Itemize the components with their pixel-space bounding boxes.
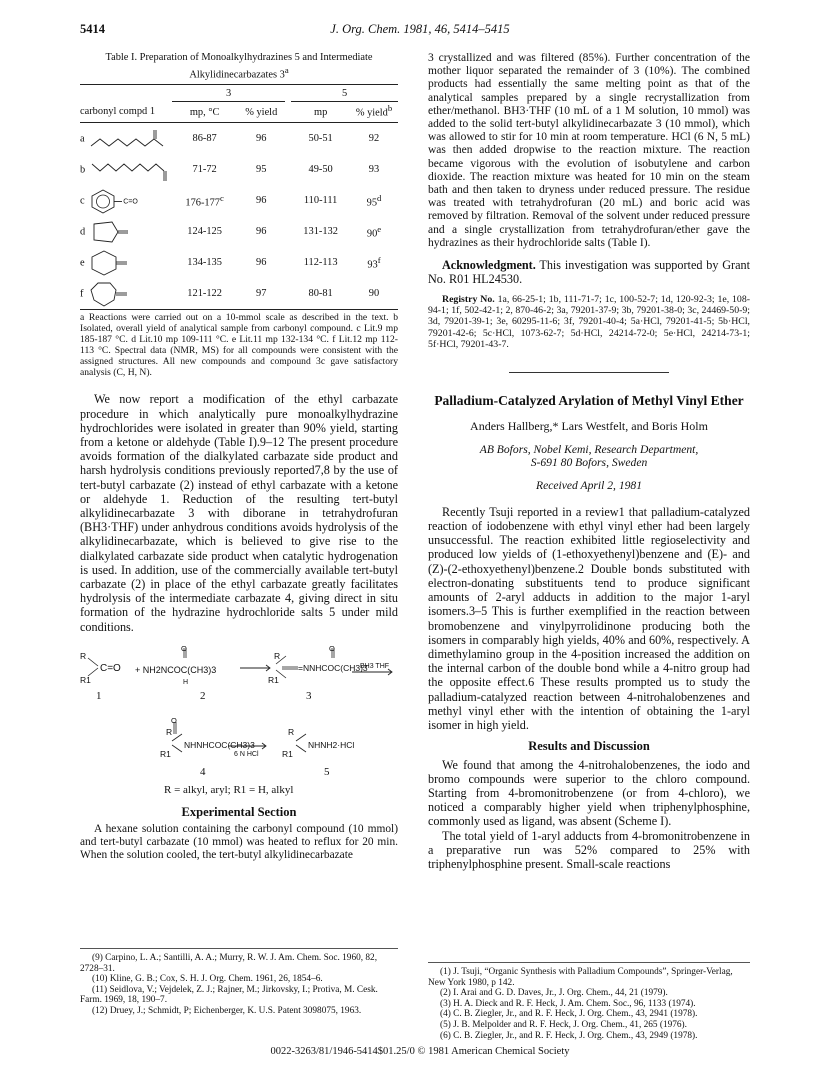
structure-f-icon — [86, 280, 136, 308]
table-footnotes: a Reactions were carried out on a 10-mmol scale as described in the text. b Isolated, overall yield of analytical sample from carbonyl compound. c Lit.9 mp 185-187 °C. d Lit.10 mp 109-111 °C. e Lit.11 mp 132-134 °C. f Lit.12 mp 112-113 °C. Spectral data (NMR, MS) for all compounds were consistent with the assigned structures. All new compounds and compound 3c gave satisfactory analysis (C, H, N). — [80, 312, 398, 379]
table-row: a 86-87 96 50-51 92 — [80, 123, 398, 155]
article-title: Palladium-Catalyzed Arylation of Methyl Vinyl Ether — [434, 393, 744, 409]
experimental-heading: Experimental Section — [181, 804, 297, 819]
intro-paragraph: We now report a modification of the ethyl carbazate procedure in which analytically pure monoalkylhydrazine hydrochlorides were isolated in greater than 90% yield, starting from a ketone or aldehyde (Table I).9–12 The present procedure avoids formation of the dialkylated carbazate side product and harsh hydrolysis conditions previously reported7,8 by the use of tert-butyl carbazate (2) instead of ethyl carbazate with a ketone or aldehyde 1. Reduction of the resulting tert-butyl alkylidinecarbazate 3 with diborane in tetrahydrofuran (BH3·THF) under anhydrous conditions avoids hydrolysis of the alkylidinecarbazate, which is believed to give rise to the dialkylated carbazate side product when catalytic hydrogenation is used. In addition, use of the commercially available tert-butyl carbazate (2) in place of the ethyl carbazate greatly facilitates hydrolysis of the intermediate carbazate 4, giving direct in situ formation of the hydrazine hydrochloride salts 5 under mild conditions. — [80, 392, 398, 634]
left-column — [80, 52, 398, 862]
running-header — [80, 22, 760, 40]
group-header-5: 5 — [291, 85, 398, 101]
article-affiliation: AB Bofors, Nobel Kemi, Research Department, S-691 80 Bofors, Sweden — [479, 443, 699, 470]
col-yield5: % yield$^b$ — [355, 102, 393, 119]
structure-e-icon — [87, 249, 137, 277]
right-column — [428, 52, 750, 871]
article-paragraph-1: Recently Tsuji reported in a review1 that palladium-catalyzed reaction of iodobenzene with ethyl vinyl ether had been largely unsuccessful. The reaction exhibited little regioselectivity and produced low yields of (1-ethoxyethenyl)benzene and (E)- and (Z)-(2-ethoxyethenyl)benzene.2 Double bonds substituted with electron-donating substituents tend to produce significant amounts of 2-aryl adducts in addition to the major 1-aryl isomers.3–5 This is further exemplified in the reaction between bromobenzene and vinylpyrrolidinone producing both the isomers in comparably high yields, 40% and 60%, respectively. A dimethylamino group in the 4-position increased the addition on the internal carbon of the double bond while a 4-nitro group had the opposite effect.6 These results prompted us to study the palladium-catalyzed reaction between 4-nitrohalobenzenes and methyl vinyl ether with the intention of obtaining the 1-aryl isomer in high yield. — [428, 504, 750, 732]
results-heading: Results and Discussion — [528, 739, 650, 754]
structure-b-icon — [88, 156, 172, 184]
structure-a-icon — [87, 126, 167, 152]
structure-c-icon — [87, 188, 123, 214]
table-1 — [80, 84, 398, 310]
table-row: e 134-135 96 112-113 93$^f$ — [80, 247, 398, 278]
structure-d-icon — [88, 219, 138, 245]
col-mp3: mp, °C — [189, 106, 220, 118]
registry-numbers: Registry No. 1a, 66-25-1; 1b, 111-71-7; 1c, 100-52-7; 1d, 120-92-3; 1e, 108-94-1; 1f, 502-42-1; 2, 870-46-2; 3a, 79201-37-9; 3b, 79201-38-0; 3c, 24469-50-9; 3d, 79201-39-1; 3e, 60295-11-6; 3f, 79201-40-4; 5a·HCl, 79201-41-5; 5b·HCl, 79201-42-6; 5c·HCl, 1073-62-7; 5d·HCl, 24214-72-0; 5e·HCl, 24214-73-1; 5f·HCl, 79201-43-7. — [428, 294, 750, 350]
table-row: d 124-125 96 131-132 90e — [80, 216, 398, 247]
article-paragraph-3: The total yield of 1-aryl adducts from 4-bromonitrobenzene in a preparative run was 52% compared to 25% with triphenylphosphine present. Small-scale reactions — [428, 828, 750, 871]
article-divider — [509, 372, 669, 373]
journal-citation: J. Org. Chem. 1981, 46, 5414–5415 — [330, 22, 510, 36]
col-mp5: mp — [313, 106, 328, 118]
article-authors: Anders Hallberg,* Lars Westfelt, and Boris Holm — [470, 419, 708, 434]
col-compd: carbonyl compd 1 — [80, 105, 156, 117]
group-header-3: 3 — [172, 85, 285, 101]
table-caption: Table I. Preparation of Monoalkylhydrazines 5 and Intermediate Alkylidinecarbazates 3$^a$ — [105, 52, 373, 81]
reaction-scheme: R R1 C=O O + NH2NCOC(CH3)3 H R R1 O =NNHCOC(CH3)3 BH3 THF 1 2 3 O R R1 NHNHCOC(CH3)3 6 N HCl R R1 NHNH2·HCl 4 5 R = alkyl, aryl; R1 = H, alkyl — [80, 642, 398, 798]
experimental-continued: 3 crystallized and was filtered (85%). Further concentration of the mother liquor separated the remainder of 3 (10%). The combined products had essentially the same melting point as that of the analytical samples prepared by a single recrystallization from ether/methanol. BH3·THF (10 mL of a 1 M solution, 10 mmol) was added to the solid tert-butyl alkylidinecarbazate 3 (10 mmol), which was allowed to stir for 10 min at room temperature. HCl (6 N, 5 mL) was then added dropwise to the reaction mixture. The reaction became vigorous with the evolution of isobutylene and carbon dioxide. The reaction mixture was heated for 10 min on the steam bath and then taken to dryness under reduced pressure. The residue was treated with tetrahydrofuran (20 mL) and boric acid was removed by filtration. Removal of the solvent under reduced pressure and a single crystallization from tetrahydrofuran/ether gave the hydrazines as their hydrochloride salts (Table I). — [428, 52, 750, 249]
table-row: c C=O 176-177$^c$ 96 110-111 95$^d$ — [80, 185, 398, 216]
left-references: (9) Carpino, L. A.; Santilli, A. A.; Murry, R. W. J. Am. Chem. Soc. 1960, 82, 2728–31. (10) Kline, G. B.; Cox, S. H. J. Org. Chem. 1961, 26, 1854–6. (11) Seidlova, V.; Vejdelek, Z. J.; Rajner, M.; Jirkovsky, I.; Protiva, M. Cesk. Farm. 1969, 18, 190–7. (12) Druey, J.; Schmidt, P; Eichenberger, K. U.S. Patent 3098075, 1963. — [80, 948, 398, 1017]
received-date: Received April 2, 1981 — [535, 479, 643, 493]
experimental-paragraph: A hexane solution containing the carbonyl compound (10 mmol) and tert-butyl carbazate (10 mmol) was heated to reflux for 20 min. When the solution cooled, the tert-butyl alkylidinecarbazate — [80, 823, 398, 862]
col-yield3: % yield — [245, 107, 278, 119]
table-row: b 71-72 95 49-50 93 — [80, 154, 398, 185]
table-row: f 121-122 97 80-81 90 — [80, 278, 398, 310]
right-references: (1) J. Tsuji, “Organic Synthesis with Palladium Compounds”, Springer-Verlag, New York 1980, p 142. (2) I. Arai and G. D. Daves, Jr., J. Org. Chem., 44, 21 (1979). (3) H. A. Dieck and R. F. Heck, J. Am. Chem. Soc., 96, 1133 (1974). (4) C. B. Ziegler, Jr., and R. F. Heck, J. Org. Chem., 43, 2941 (1978). (5) J. B. Melpolder and R. F. Heck, J. Org. Chem., 41, 265 (1976). (6) C. B. Ziegler, Jr., and R. F. Heck, J. Org. Chem., 43, 2949 (1978). — [428, 962, 750, 1041]
article-paragraph-2: We found that among the 4-nitrohalobenzenes, the iodo and bromo compounds were superior to the chloro compound. Starting from 4-bromonitrobenzene (or from 4-chloro), we noticed a comparably higher yield when triphenylphosphine, commonly used as ligand, was absent (Scheme I). — [428, 757, 750, 829]
acknowledgment: Acknowledgment. This investigation was supported by Grant No. R01 HL24530. — [428, 258, 750, 287]
page-footer: 0022-3263/81/1946-5414$01.25/0 © 1981 American Chemical Society — [270, 1046, 570, 1057]
page-number: 5414 — [80, 22, 105, 36]
